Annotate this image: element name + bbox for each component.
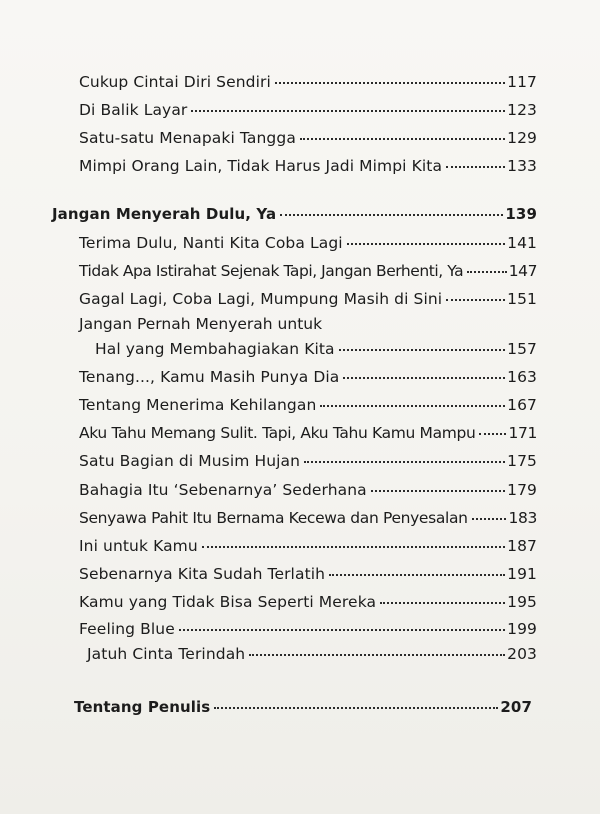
toc-entry-title: Tidak Apa Istirahat Sejenak Tapi, Jangan Berhenti, Ya <box>79 262 464 280</box>
dot-leader <box>347 243 505 245</box>
toc-entry-title: Senyawa Pahit Itu Bernama Kecewa dan Penyesalan <box>79 509 468 527</box>
dot-leader <box>214 707 498 709</box>
toc-entry-page: 191 <box>507 565 537 583</box>
toc-entry-page: 151 <box>507 290 537 308</box>
toc-entry-page: 183 <box>508 509 537 527</box>
toc-entry <box>79 536 537 556</box>
dot-leader <box>446 299 505 301</box>
dot-leader <box>472 518 507 520</box>
toc-entry-title-line1: Jangan Pernah Menyerah untuk <box>79 315 323 333</box>
toc-entry-title: Jatuh Cinta Terindah <box>87 645 246 663</box>
toc-author-title: Tentang Penulis <box>74 698 211 716</box>
toc-entry-page: 167 <box>507 396 537 414</box>
toc-entry <box>95 339 537 359</box>
toc-entry <box>79 480 537 500</box>
toc-entry-title: Tentang Menerima Kehilangan <box>79 396 317 414</box>
toc-entry <box>87 644 537 664</box>
toc-entry <box>79 156 537 176</box>
toc-entry <box>79 100 537 120</box>
toc-entry-title: Feeling Blue <box>79 620 175 638</box>
toc-entry-page: 187 <box>507 537 537 555</box>
dot-leader <box>275 82 505 84</box>
dot-leader <box>280 214 503 216</box>
toc-entry-page: 133 <box>507 157 537 175</box>
toc-entry-page: 163 <box>507 368 537 386</box>
toc-entry <box>79 289 537 309</box>
toc-entry-title: Tenang..., Kamu Masih Punya Dia <box>79 368 340 386</box>
toc-chapter <box>52 204 537 224</box>
toc-entry-title: Cukup Cintai Diri Sendiri <box>79 73 271 91</box>
toc-entry-title: Gagal Lagi, Coba Lagi, Mumpung Masih di Sini <box>79 290 443 308</box>
toc-entry <box>79 564 537 584</box>
toc-entry-title: Kamu yang Tidak Bisa Seperti Mereka <box>79 593 377 611</box>
dot-leader <box>202 546 505 548</box>
toc-entry-title: Sebenarnya Kita Sudah Terlatih <box>79 565 326 583</box>
dot-leader <box>320 405 505 407</box>
dot-leader <box>179 629 505 631</box>
toc-entry-title: Di Balik Layar <box>79 101 188 119</box>
toc-entry-page: 147 <box>508 262 537 280</box>
toc-entry <box>79 367 537 387</box>
toc-entry <box>79 451 537 471</box>
toc-entry <box>79 423 537 443</box>
toc-chapter-page: 139 <box>505 205 537 223</box>
toc-entry-page: 199 <box>507 620 537 638</box>
toc-entry-title: Ini untuk Kamu <box>79 537 198 555</box>
dot-leader <box>479 433 506 435</box>
toc-entry <box>79 233 537 253</box>
dot-leader <box>371 490 505 492</box>
toc-entry-page: 141 <box>507 234 537 252</box>
dot-leader <box>191 110 505 112</box>
toc-entry-title: Satu Bagian di Musim Hujan <box>79 452 301 470</box>
toc-author-page: 207 <box>500 698 532 716</box>
toc-entry <box>79 619 537 639</box>
toc-entry <box>79 508 537 528</box>
toc-chapter-title: Jangan Menyerah Dulu, Ya <box>52 205 277 223</box>
toc-entry-page: 175 <box>507 452 537 470</box>
toc-entry <box>79 128 537 148</box>
toc-entry-title-line2: Hal yang Membahagiakan Kita <box>95 340 335 358</box>
dot-leader <box>300 138 505 140</box>
toc-entry-page: 157 <box>507 340 537 358</box>
toc-entry-title: Aku Tahu Memang Sulit. Tapi, Aku Tahu Kamu Mampu <box>79 424 476 442</box>
toc-entry-page: 129 <box>507 129 537 147</box>
dot-leader <box>343 377 505 379</box>
dot-leader <box>339 349 505 351</box>
toc-entry <box>79 261 537 281</box>
toc-entry-title: Bahagia Itu ‘Sebenarnya’ Sederhana <box>79 481 367 499</box>
toc-entry-page: 171 <box>508 424 537 442</box>
dot-leader <box>446 166 505 168</box>
dot-leader <box>329 574 505 576</box>
toc-author <box>74 697 532 717</box>
toc-entry <box>79 592 537 612</box>
dot-leader <box>380 602 505 604</box>
toc-entry-page: 179 <box>507 481 537 499</box>
toc-entry-page: 123 <box>507 101 537 119</box>
toc-entry-page: 195 <box>507 593 537 611</box>
dot-leader <box>304 461 505 463</box>
toc-entry-title: Satu-satu Menapaki Tangga <box>79 129 296 147</box>
dot-leader <box>249 654 505 656</box>
toc-entry-page: 117 <box>507 73 537 91</box>
toc-entry-title: Terima Dulu, Nanti Kita Coba Lagi <box>79 234 343 252</box>
toc-entry <box>79 395 537 415</box>
dot-leader <box>467 271 507 273</box>
toc-entry-page: 203 <box>507 645 537 663</box>
toc-entry <box>79 72 537 92</box>
toc-entry-title: Mimpi Orang Lain, Tidak Harus Jadi Mimpi Kita <box>79 157 443 175</box>
